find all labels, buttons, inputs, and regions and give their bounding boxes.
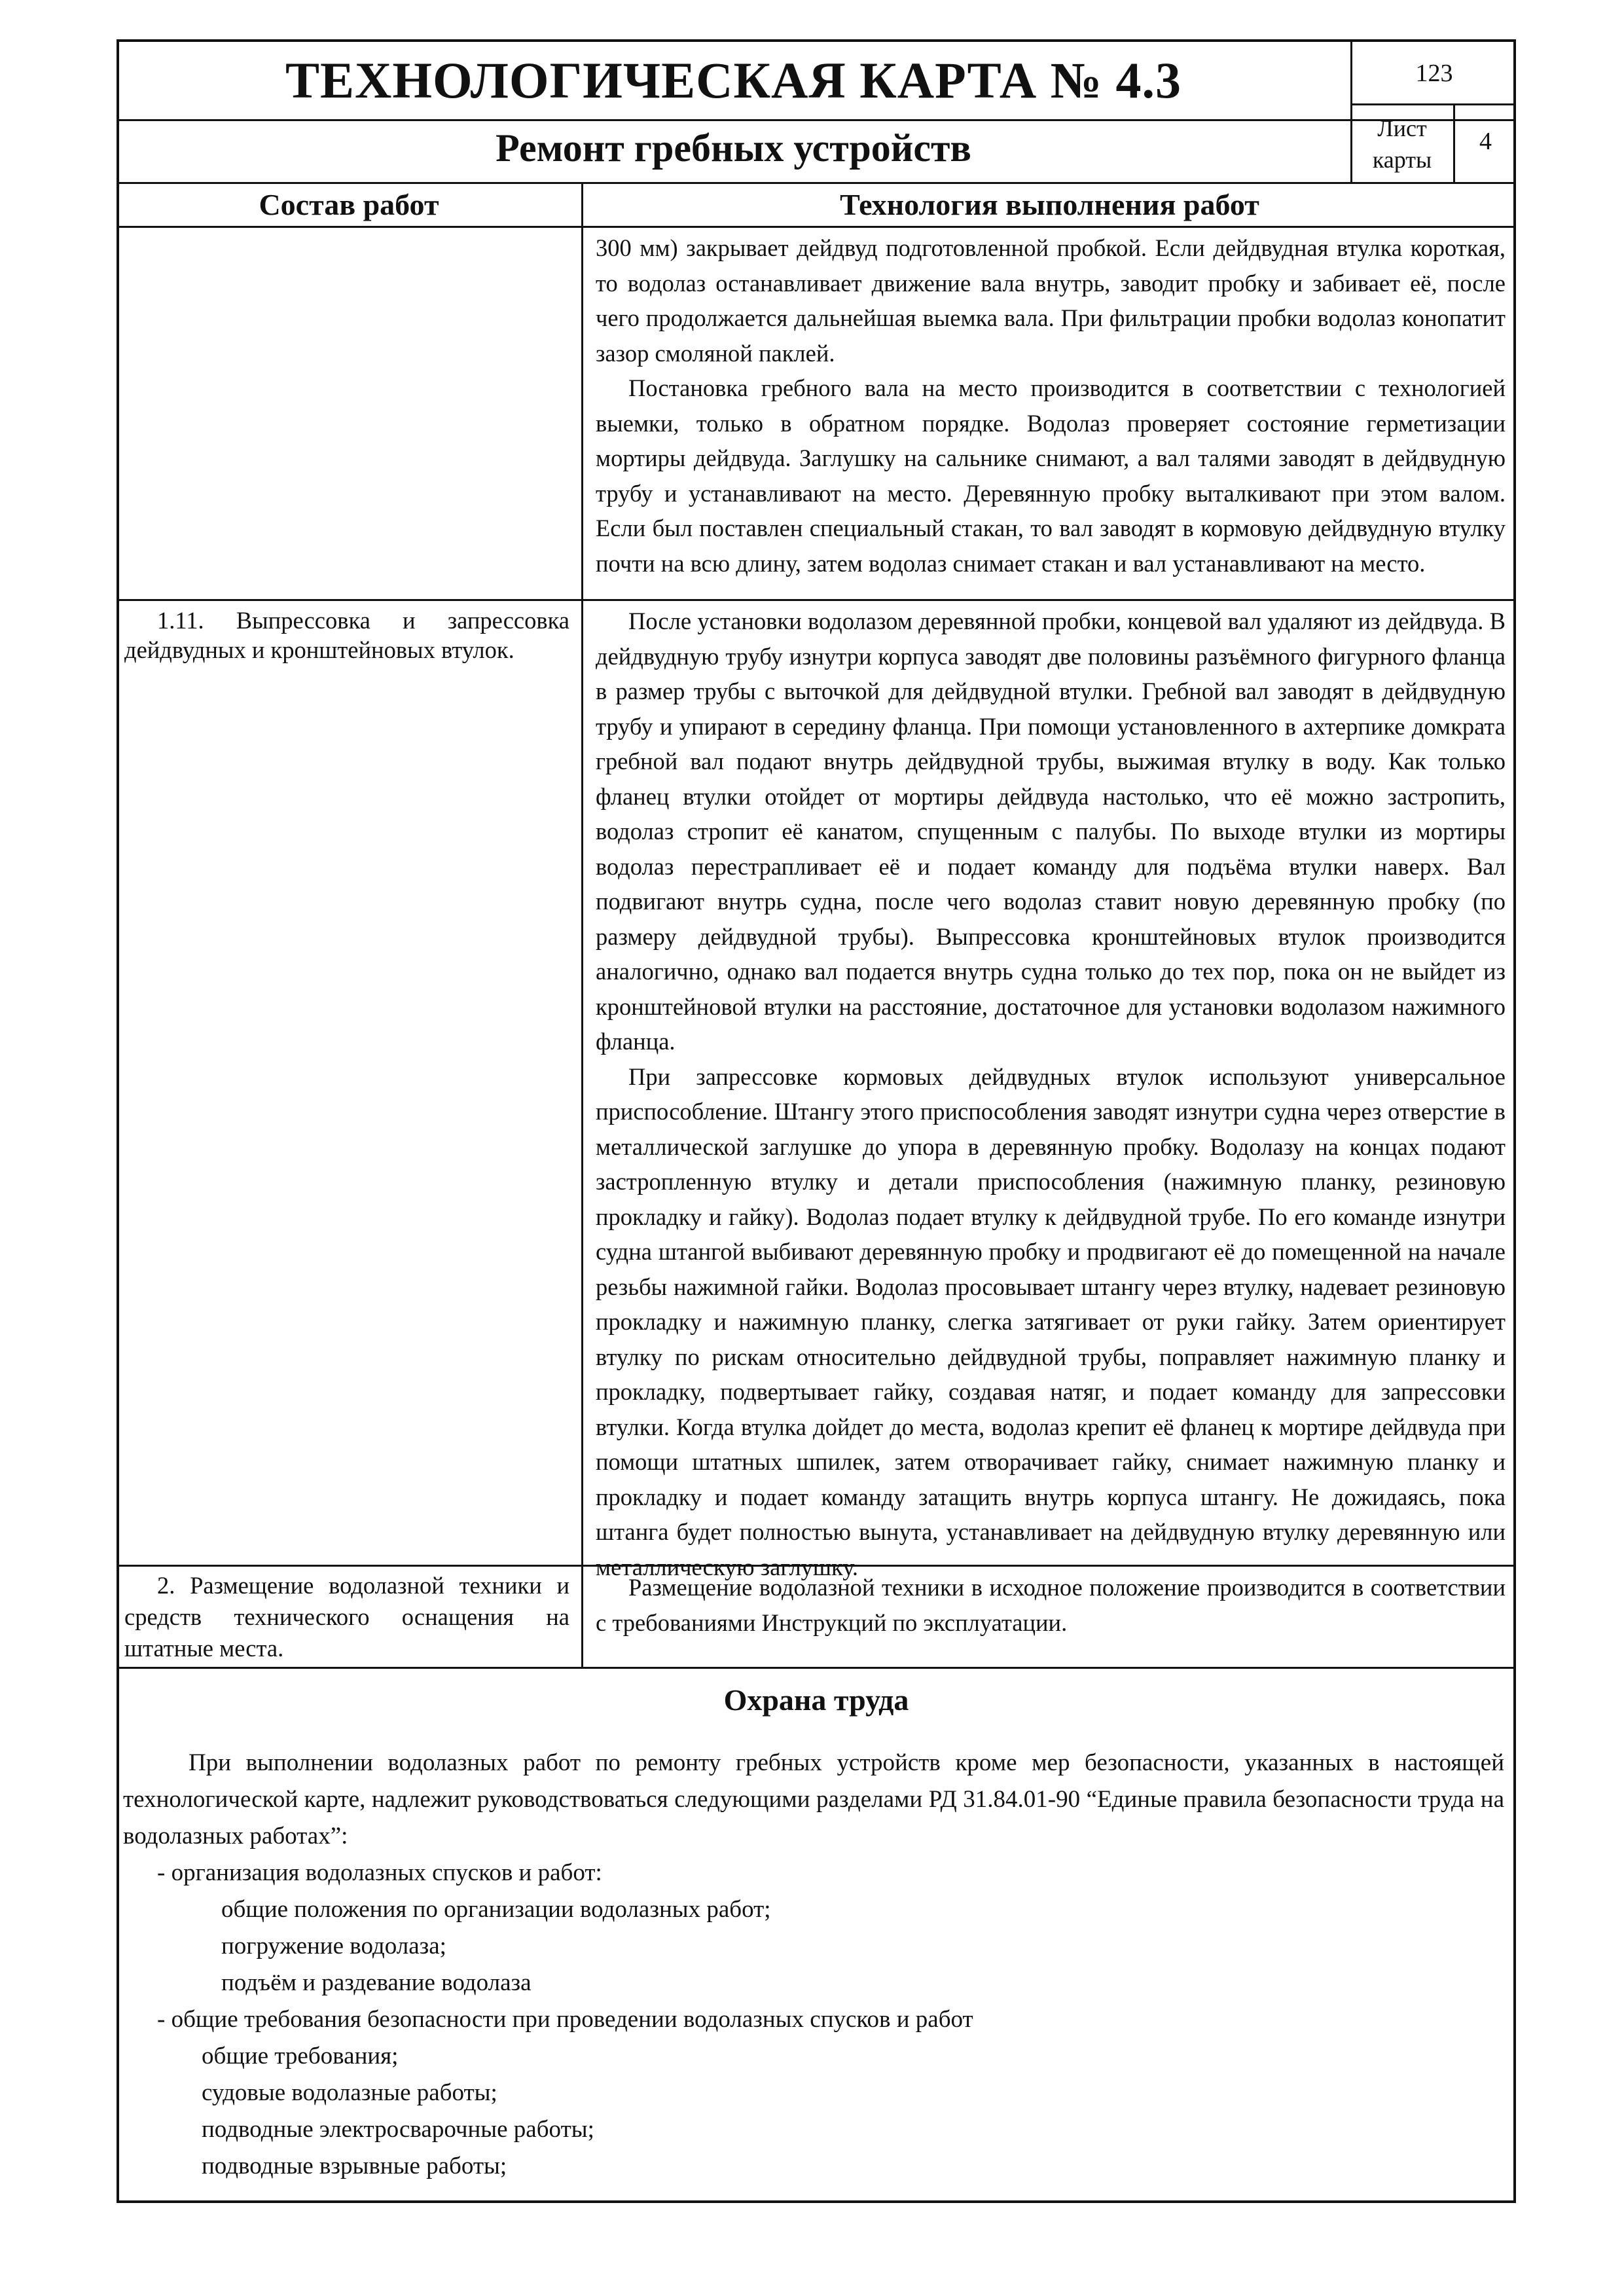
safety-group-2: - общие требования безопасности при проведении водолазных спусков и работ — [157, 2006, 973, 2033]
column-divider — [581, 182, 583, 1668]
safety-group-1-item: подъём и раздевание водолаза — [221, 1969, 532, 1996]
column-header-works: Состав работ — [259, 188, 439, 221]
safety-group-1-item: общие положения по организации водолазных работ; — [221, 1896, 771, 1923]
row-2-paragraph-2: При запрессовке кормовых дейдвудных втулок используют универсальное приспособление. Штангу этого приспособления заводят изнутри судна через отверстие в металлической заглушке до упора в деревянную пробку. Водолазу на концах подают застропленную втулку и детали приспособления (нажимную планку, резиновую прокладку и гайку). Водолаз подает втулку к дейдвудной трубе. По его команде изнутри судна штангой выбивают деревянную пробку и продвигают её до помещенной на начале резьбы нажимной гайки. Водолаз просовывает штангу через втулку, надевает резиновую прокладку и нажимную планку, слегка затягивает от руки гайку. Затем ориентирует втулку по рискам относительно дейдвудной трубы, поправляет нажимную планку и прокладку, подвертывает гайку, создавая натяг, и подает команду для запрессовки втулки. Когда втулка дойдет до места, водолаз крепит её фланец к мортире дейдвуда при помощи штатных шпилек, затем отворачивает гайку, снимает нажимную планку и прокладку и подает команду затащить внутрь корпуса штангу. Не дожидаясь, пока штанга будет полностью вынута, устанавливает на дейдвудную втулку деревянную или металлическую заглушку. — [596, 1063, 1506, 1580]
row-3-technology — [596, 1570, 1506, 1640]
column-header-divider — [117, 226, 1516, 228]
row-3-work-label: 2. Размещение водолазной техники и средств технического оснащения на штатные места. — [124, 1572, 569, 1662]
safety-group-2-item: судовые водолазные работы; — [202, 2079, 497, 2106]
row-1-paragraph-1: 300 мм) закрывает дейдвуд подготовленной пробкой. Если дейдвудная втулка короткая, то водолаз останавливает движение вала внутрь, заводит пробку и забивает её, после чего продолжается дальнейшая выемка вала. При фильтрации пробки водолаз конопатит зазор смоляной паклей. — [596, 234, 1506, 367]
header-divider-2 — [117, 182, 1516, 184]
row-1-technology — [596, 230, 1506, 581]
header-box-divider — [1350, 103, 1516, 105]
safety-group-2-item: подводные взрывные работы; — [202, 2153, 507, 2179]
table-bottom — [117, 1667, 1516, 1669]
safety-group-1: - организация водолазных спусков и работ: — [157, 1859, 602, 1886]
column-header-technology: Технология выполнения работ — [840, 188, 1259, 221]
safety-section — [123, 1745, 1504, 2185]
row-2-work-label: 1.11. Выпрессовка и запрессовка дейдвудных и кронштейновых втулок. — [124, 607, 569, 663]
sheet-number: 4 — [1479, 128, 1492, 155]
row-3-work-item — [124, 1570, 569, 1664]
row-3-paragraph-1: Размещение водолазной техники в исходное положение производится в соответствии с требованиями Инструкций по эксплуатации. — [596, 1574, 1506, 1636]
safety-group-2-item: общие требования; — [202, 2043, 399, 2069]
row-1-paragraph-2: Постановка гребного вала на место производится в соответствии с технологией выемки, только в обратном порядке. Водолаз проверяет состояние герметизации мортиры дейдвуда. Заглушку на сальнике снимают, а вал талями заводят в дейдвудную трубу и устанавливают на место. Деревянную пробку выталкивают при этом валом. Если был поставлен специальный стакан, то вал заводят в кормовую дейдвудную втулку почти на всю длину, затем водолаз снимает стакан и вал устанавливают на место. — [596, 374, 1506, 577]
safety-group-2-item: подводные электросварочные работы; — [202, 2116, 594, 2143]
row-2-paragraph-1: После установки водолазом деревянной пробки, концевой вал удаляют из дейдвуда. В дейдвудную трубу изнутри корпуса заводят две половины разъёмного фигурного фланца в размер трубы с выточкой для дейдвудной втулки. Гребной вал заводят в дейдвудную трубу и упирают в середину фланца. При помощи установленного в ахтерпике домкрата гребной вал подают внутрь дейдвудной трубы, выжимая втулку в воду. Как только фланец втулки отойдет от мортиры дейдвуда настолько, что её можно застропить, водолаз стропит её канатом, спущенным с палубы. По выходе втулки из мортиры водолаз перестрапливает её и подает команду для подъёма втулки наверх. Вал подвигают внутрь судна, после чего водолаз ставит новую деревянную пробку (по размеру дейдвудной трубы). Выпрессовка кронштейновых втулок производится аналогично, однако вал подается внутрь судна только до тех пор, пока он не выйдет из кронштейновой втулки на расстояние, достаточное для установки водолазом нажимного фланца. — [596, 608, 1506, 1055]
row-divider-1 — [117, 599, 1516, 601]
safety-title: Охрана труда — [723, 1683, 909, 1717]
page-number: 123 — [1415, 60, 1453, 87]
sheet-label: Лист карты — [1372, 115, 1432, 173]
header-divider-1 — [117, 119, 1516, 121]
row-2-work-item — [124, 606, 569, 665]
card-subtitle: Ремонт гребных устройств — [496, 126, 971, 170]
safety-group-1-item: погружение водолаза; — [221, 1933, 446, 1959]
row-2-technology — [596, 604, 1506, 1584]
safety-intro: При выполнении водолазных работ по ремонту гребных устройств кроме мер безопасности, указанных в настоящей технологической карте, надлежит руководствоваться следующими разделами РД 31.84.01-90 “Единые правила безопасности труда на водолазных работах”: — [123, 1749, 1504, 1850]
card-title: ТЕХНОЛОГИЧЕСКАЯ КАРТА № 4.3 — [285, 52, 1182, 109]
